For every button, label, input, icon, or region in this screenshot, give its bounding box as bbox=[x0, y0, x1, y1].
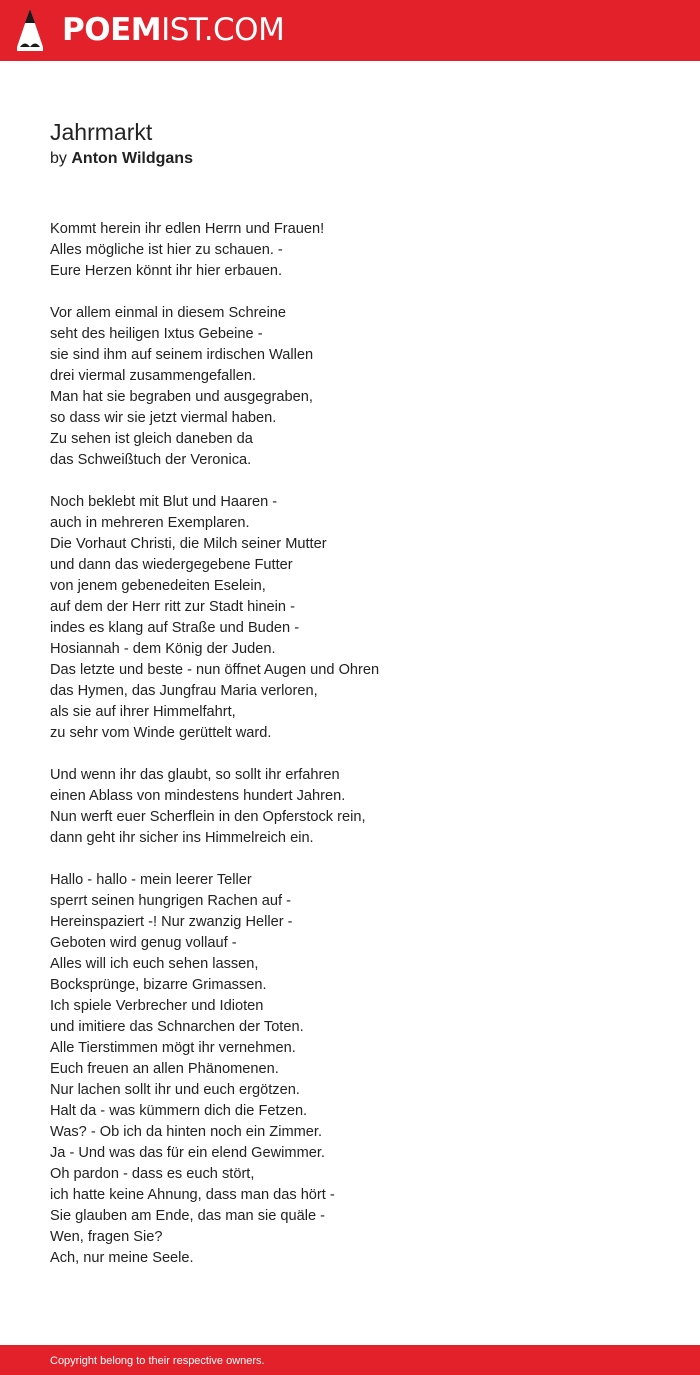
poem-line: dann geht ihr sicher ins Himmelreich ein. bbox=[50, 830, 314, 846]
poem-line: Ich spiele Verbrecher und Idioten bbox=[50, 998, 264, 1014]
copyright-text: Copyright belong to their respective owners. bbox=[50, 1355, 265, 1367]
poem-line: Eure Herzen könnt ihr hier erbauen. bbox=[50, 263, 283, 279]
poem-line: Bocksprünge, bizarre Grimassen. bbox=[50, 977, 267, 993]
poem-line: seht des heiligen Ixtus Gebeine - bbox=[50, 326, 263, 342]
poem-line: und imitiere das Schnarchen der Toten. bbox=[50, 1019, 304, 1035]
poem-stanza bbox=[50, 219, 650, 282]
poem-line: Geboten wird genug vollauf - bbox=[50, 935, 237, 951]
site-footer bbox=[0, 1345, 700, 1375]
poem-line: Kommt herein ihr edlen Herrn und Frauen! bbox=[50, 221, 325, 237]
poem-line: das Hymen, das Jungfrau Maria verloren, bbox=[50, 683, 318, 699]
pencil-logo-icon[interactable] bbox=[16, 9, 44, 51]
poem-line: Die Vorhaut Christi, die Milch seiner Mutter bbox=[50, 536, 327, 552]
poem-body bbox=[50, 219, 650, 1290]
poem-line: Alle Tierstimmen mögt ihr vernehmen. bbox=[50, 1040, 296, 1056]
site-logo[interactable] bbox=[62, 11, 284, 49]
poem-line: Euch freuen an allen Phänomenen. bbox=[50, 1061, 279, 1077]
poem-byline bbox=[50, 149, 193, 169]
poem-line: Alles mögliche ist hier zu schauen. - bbox=[50, 242, 283, 258]
poem-line: sperrt seinen hungrigen Rachen auf - bbox=[50, 893, 291, 909]
poem-line: Alles will ich euch sehen lassen, bbox=[50, 956, 259, 972]
poem-line: Hallo - hallo - mein leerer Teller bbox=[50, 872, 252, 888]
poem-line: Das letzte und beste - nun öffnet Augen und Ohren bbox=[50, 662, 380, 678]
by-label: by bbox=[50, 150, 67, 167]
logo-text-bold: POEM bbox=[62, 12, 162, 48]
poem-line: Und wenn ihr das glaubt, so sollt ihr erfahren bbox=[50, 767, 340, 783]
poem-line: Man hat sie begraben und ausgegraben, bbox=[50, 389, 313, 405]
poem-stanza bbox=[50, 765, 650, 849]
poem-line: als sie auf ihrer Himmelfahrt, bbox=[50, 704, 236, 720]
poem-stanza bbox=[50, 303, 650, 471]
poem-line: drei viermal zusammengefallen. bbox=[50, 368, 257, 384]
poem-line: Ja - Und was das für ein elend Gewimmer. bbox=[50, 1145, 325, 1161]
poem-stanza bbox=[50, 492, 650, 744]
poem-title: Jahrmarkt bbox=[50, 119, 153, 145]
poem-line: Ach, nur meine Seele. bbox=[50, 1250, 194, 1266]
poem-line: Noch beklebt mit Blut und Haaren - bbox=[50, 494, 278, 510]
poem-line: auf dem der Herr ritt zur Stadt hinein - bbox=[50, 599, 295, 615]
poem-line: Hosiannah - dem König der Juden. bbox=[50, 641, 276, 657]
poem-line: auch in mehreren Exemplaren. bbox=[50, 515, 250, 531]
poem-line: sie sind ihm auf seinem irdischen Wallen bbox=[50, 347, 314, 363]
poem-line: ich hatte keine Ahnung, dass man das hört - bbox=[50, 1187, 335, 1203]
poem-author: Anton Wildgans bbox=[71, 150, 193, 167]
poem-line: von jenem gebenedeiten Eselein, bbox=[50, 578, 266, 594]
poem-line: Was? - Ob ich da hinten noch ein Zimmer. bbox=[50, 1124, 322, 1140]
poem-line: Oh pardon - dass es euch stört, bbox=[50, 1166, 255, 1182]
poem-line: Vor allem einmal in diesem Schreine bbox=[50, 305, 287, 321]
poem-line: Nur lachen sollt ihr und euch ergötzen. bbox=[50, 1082, 300, 1098]
site-header bbox=[0, 0, 700, 61]
poem-line: und dann das wiedergegebene Futter bbox=[50, 557, 293, 573]
poem-line: einen Ablass von mindestens hundert Jahren. bbox=[50, 788, 346, 804]
poem-line: indes es klang auf Straße und Buden - bbox=[50, 620, 300, 636]
poem-line: Hereinspaziert -! Nur zwanzig Heller - bbox=[50, 914, 293, 930]
poem-stanza bbox=[50, 870, 650, 1269]
poem-line: zu sehr vom Winde gerüttelt ward. bbox=[50, 725, 272, 741]
poem-line: Nun werft euer Scherflein in den Opferstock rein, bbox=[50, 809, 366, 825]
poem-line: so dass wir sie jetzt viermal haben. bbox=[50, 410, 277, 426]
poem-line: Zu sehen ist gleich daneben da bbox=[50, 431, 253, 447]
poem-line: Halt da - was kümmern dich die Fetzen. bbox=[50, 1103, 308, 1119]
poem-line: Wen, fragen Sie? bbox=[50, 1229, 163, 1245]
poem-line: das Schweißtuch der Veronica. bbox=[50, 452, 252, 468]
poem-line: Sie glauben am Ende, das man sie quäle - bbox=[50, 1208, 326, 1224]
logo-text-light: IST.COM bbox=[161, 12, 285, 48]
